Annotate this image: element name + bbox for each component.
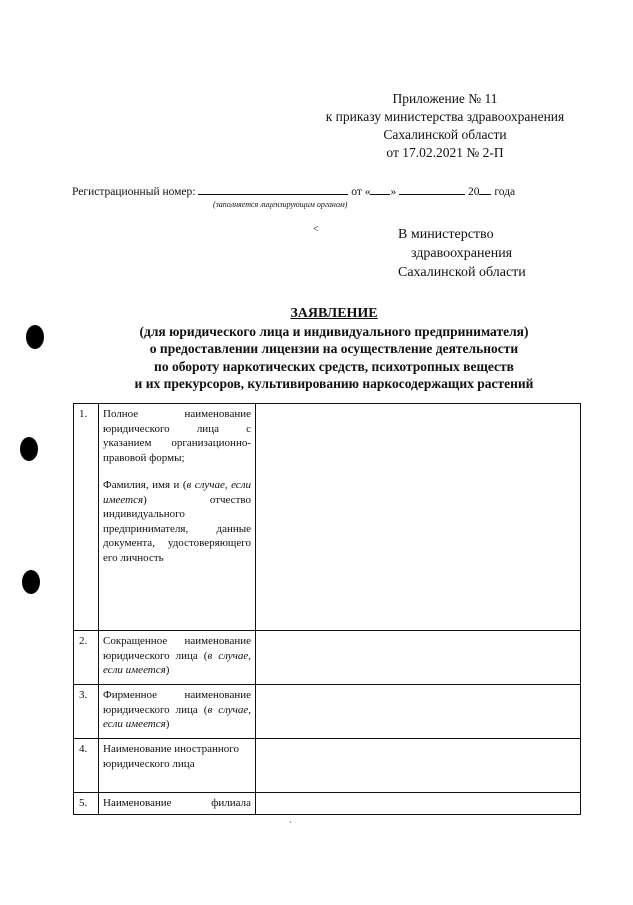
row-label-text: ): [165, 718, 170, 730]
registration-month-field[interactable]: [399, 184, 465, 195]
document-title: [60, 305, 608, 393]
registration-label: Регистрационный номер:: [72, 186, 196, 198]
recipient-block: [398, 225, 526, 282]
title-line-3: по обороту наркотических средств, психотропных веществ: [154, 358, 514, 374]
table-row: [74, 685, 581, 739]
appendix-date: от 17.02.2021 № 2-П: [386, 145, 504, 160]
table-row: [74, 631, 581, 685]
registration-day-field[interactable]: [370, 184, 390, 195]
punch-hole-mark: [22, 570, 40, 594]
row-value-field[interactable]: [256, 404, 581, 631]
recipient-line-1: В министерство: [398, 227, 494, 242]
title-line-4: и их прекурсоров, культивированию наркосодержащих растений: [134, 376, 534, 391]
scan-tick-mark: <: [313, 224, 319, 235]
row-label-text: Фирменное наименование юридического лица (: [103, 689, 251, 716]
row-label-text: ): [165, 664, 170, 676]
row-label: [99, 685, 256, 739]
registration-year-field[interactable]: [479, 184, 491, 195]
row-number: 2.: [74, 631, 99, 685]
row-label-text: Сокращенное наименование юридического лица (: [103, 635, 251, 662]
title-line-2: о предоставлении лицензии на осуществление деятельности: [149, 341, 519, 356]
row-value-field[interactable]: [256, 793, 581, 815]
row-label-text: Фамилия, имя и (: [103, 479, 187, 491]
row-value-field[interactable]: [256, 685, 581, 739]
row-label-part: Полное наименование юридического лица с указанием организационно-правовой формы;: [103, 408, 251, 464]
row-number: 3.: [74, 685, 99, 739]
punch-hole-mark: [26, 325, 44, 349]
row-label: [99, 631, 256, 685]
row-label-italic: в случае, если имеется: [103, 479, 251, 506]
row-label-italic: в случае, если имеется: [103, 703, 251, 730]
row-label: Наименование филиала: [99, 793, 256, 815]
row-label-italic: в случае, если имеется: [103, 649, 251, 676]
row-label: Наименование иностранного юридического лица: [99, 739, 256, 793]
registration-year-suffix: года: [494, 186, 516, 198]
punch-hole-mark: [20, 437, 38, 461]
row-number: 5.: [74, 793, 99, 815]
row-value-field[interactable]: [256, 631, 581, 685]
table-row: [74, 404, 581, 631]
registration-from: от «: [351, 186, 371, 198]
table-row: [74, 739, 581, 793]
recipient-line-3: Сахалинской области: [398, 265, 526, 280]
row-label: [99, 404, 256, 631]
application-form-table: [73, 403, 581, 815]
appendix-region: Сахалинской области: [383, 127, 507, 142]
row-number: 4.: [74, 739, 99, 793]
row-value-field[interactable]: [256, 739, 581, 793]
row-number: 1.: [74, 404, 99, 631]
registration-note: (заполняется лицензирующим органом): [213, 200, 348, 209]
scan-tick-mark: `: [289, 820, 292, 830]
appendix-order-ref: к приказу министерства здравоохранения: [325, 109, 565, 124]
registration-number-field[interactable]: [198, 184, 348, 195]
table-row: [74, 793, 581, 815]
recipient-line-2: здравоохранения: [411, 246, 513, 261]
title-line-1: (для юридического лица и индивидуального предпринимателя): [139, 323, 529, 339]
registration-quote-close: »: [390, 186, 397, 198]
registration-line: [72, 184, 515, 198]
row-label-text: ) отчество индивидуального предпринимателя, данные документа, удостоверяющего его личность: [103, 493, 251, 564]
registration-year-prefix: 20: [467, 186, 480, 198]
appendix-number: Приложение № 11: [392, 91, 498, 106]
title-main: ЗАЯВЛЕНИЕ: [290, 306, 378, 321]
row-label-part: [103, 478, 251, 565]
appendix-header: [300, 90, 590, 162]
